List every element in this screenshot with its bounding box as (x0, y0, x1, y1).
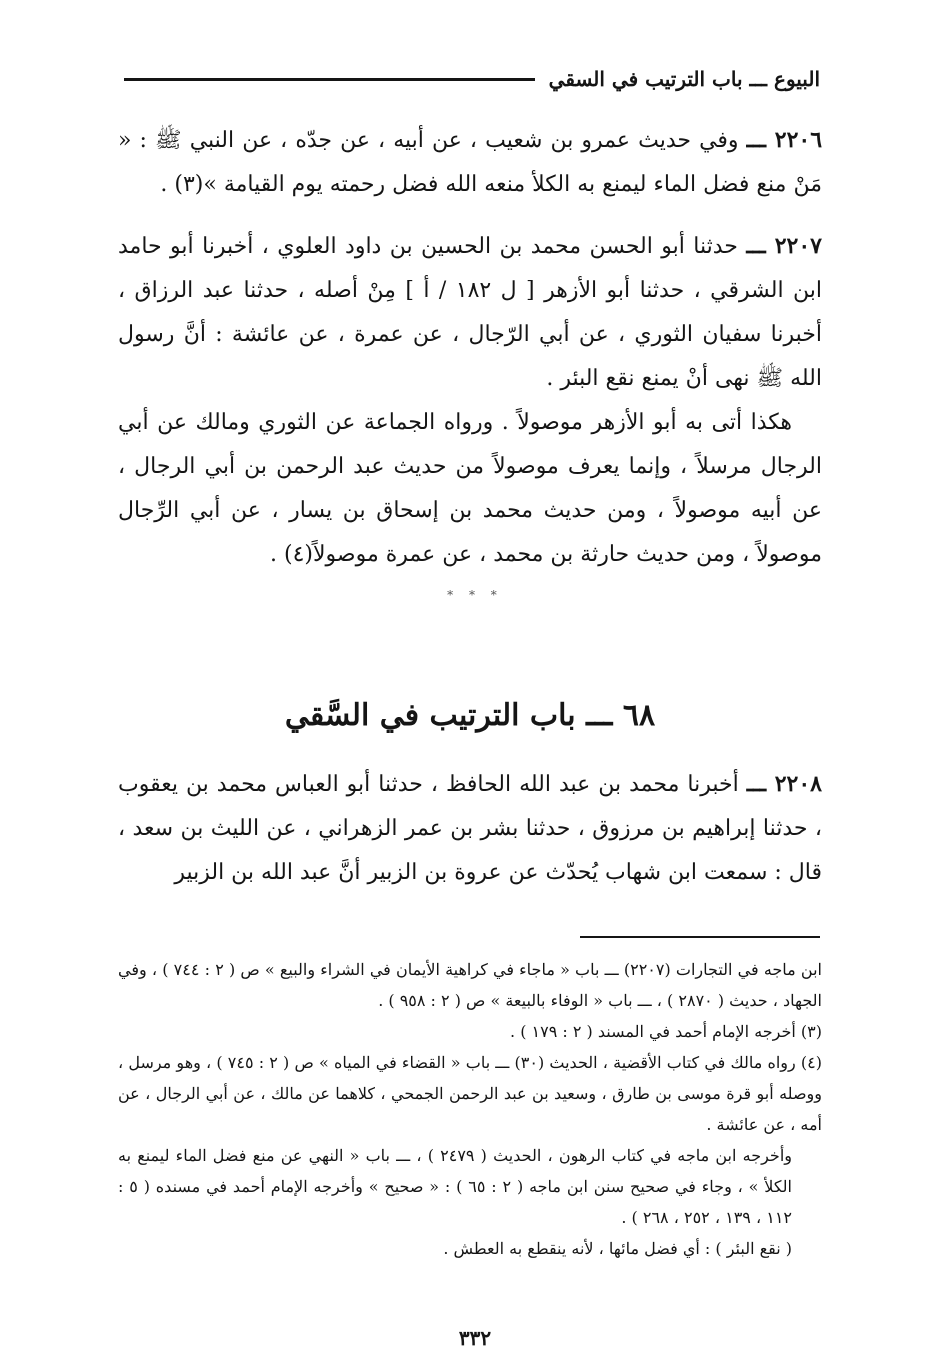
paragraph-commentary (118, 400, 822, 577)
running-header (124, 62, 820, 96)
paragraph-text: حدثنا أبو الحسن محمد بن الحسين بن داود العلوي ، أخبرنا أبو حامد ابن الشرقي ، حدثنا أبو الأزهر [ ل ١٨٢ / أ ] مِنْ أصله ، حدثنا عبد الرزاق ، أخبرنا سفيان الثوري ، عن أبي الرّجال ، عن عمرة ، عن عائشة : أنَّ رسول الله ﷺ نهى أنْ يمنع نقع البئر . (118, 234, 823, 391)
hadith-number: ٢٢٠٧ ـــ (746, 233, 822, 259)
paragraph-2208 (118, 762, 822, 895)
footnote: (٣) أخرجه الإمام أحمد في المسند ( ٢ : ١٧٩ ) . (510, 1022, 822, 1041)
paragraph-text: هكذا أتى به أبو الأزهر موصولاً . ورواه الجماعة عن الثوري ومالك عن أبي الرجال مرسلاً ، وإنما يعرف موصولاً من حديث عبد الرحمن بن أبي الرجال ، عن أبيه موصولاً ، ومن حديث محمد بن إسحاق بن يسار ، عن أبي الرِّجال موصولاً ، ومن حديث حارثة بن محمد ، عن عمرة موصولاً(٤) . (118, 410, 822, 567)
footnote: ابن ماجه في التجارات (٢٢٠٧) ـــ باب « ماجاء في كراهية الأيمان في الشراء والبيع » ص ( ٢ : ٧٤٤ ) ، وفي الجهاد ، حديث ( ٢٨٧٠ ) ، ـــ باب « الوفاء بالبيعة » ص ( ٢ : ٩٥٨ ) . (118, 960, 822, 1010)
paragraph-2207 (118, 224, 822, 401)
footnotes (118, 954, 822, 1264)
footnote: (٤) رواه مالك في كتاب الأقضية ، الحديث (٣٠) ـــ باب « القضاء في المياه » ص ( ٢ : ٧٤٥ ) ، وهو مرسل ، ووصله أبو قرة موسى بن طارق ، وسعيد بن عبد الرحمن الجمحي ، كلاهما عن مالك ، عن أبي الرجال ، عن أمه ، عن عائشة . (118, 1053, 823, 1134)
header-rule (124, 78, 535, 81)
running-title: البيوع ـــ باب الترتيب في السقي (548, 67, 820, 91)
section-title: ٦٨ ـــ باب الترتيب في السَّقي (284, 698, 656, 733)
paragraph-text: أخبرنا محمد بن عبد الله الحافظ ، حدثنا أبو العباس محمد بن يعقوب ، حدثنا إبراهيم بن مرزوق ، حدثنا بشر بن عمر الزهراني ، عن الليث بن سعد ، قال : سمعت ابن شهاب يُحدّث عن عروة بن الزبير أنَّ عبد الله بن الزبير (118, 772, 822, 885)
paragraph-text: وفي حديث عمرو بن شعيب ، عن أبيه ، عن جدّه ، عن النبي ﷺ : « مَنْ منع فضل الماء ليمنع به الكلأ منعه الله فضل رحمته يوم القيامة »(٣) . (118, 128, 822, 197)
footnote: وأخرجه ابن ماجه في كتاب الرهون ، الحديث ( ٢٤٧٩ ) ، ـــ باب « النهي عن منع فضل الماء ليمنع به الكلأ » ، وجاء في صحيح سنن ابن ماجه ( ٢ : ٦٥ ) : « صحيح » وأخرجه الإمام أحمد في مسنده ( ٥ : ١١٢ ، ١٣٩ ، ٢٥٢ ، ٢٦٨ ) . (118, 1146, 793, 1227)
footnote: ( نقع البئر ) : أي فضل مائها ، لأنه ينقطع به العطش . (443, 1239, 792, 1258)
page-number: ٣٣٢ (458, 1326, 492, 1350)
footnote-rule (580, 936, 820, 938)
paragraph-2206 (118, 118, 822, 207)
hadith-number: ٢٢٠٨ ـــ (746, 771, 822, 797)
section-separator: * * * (447, 588, 503, 602)
hadith-number: ٢٢٠٦ ـــ (746, 127, 823, 153)
